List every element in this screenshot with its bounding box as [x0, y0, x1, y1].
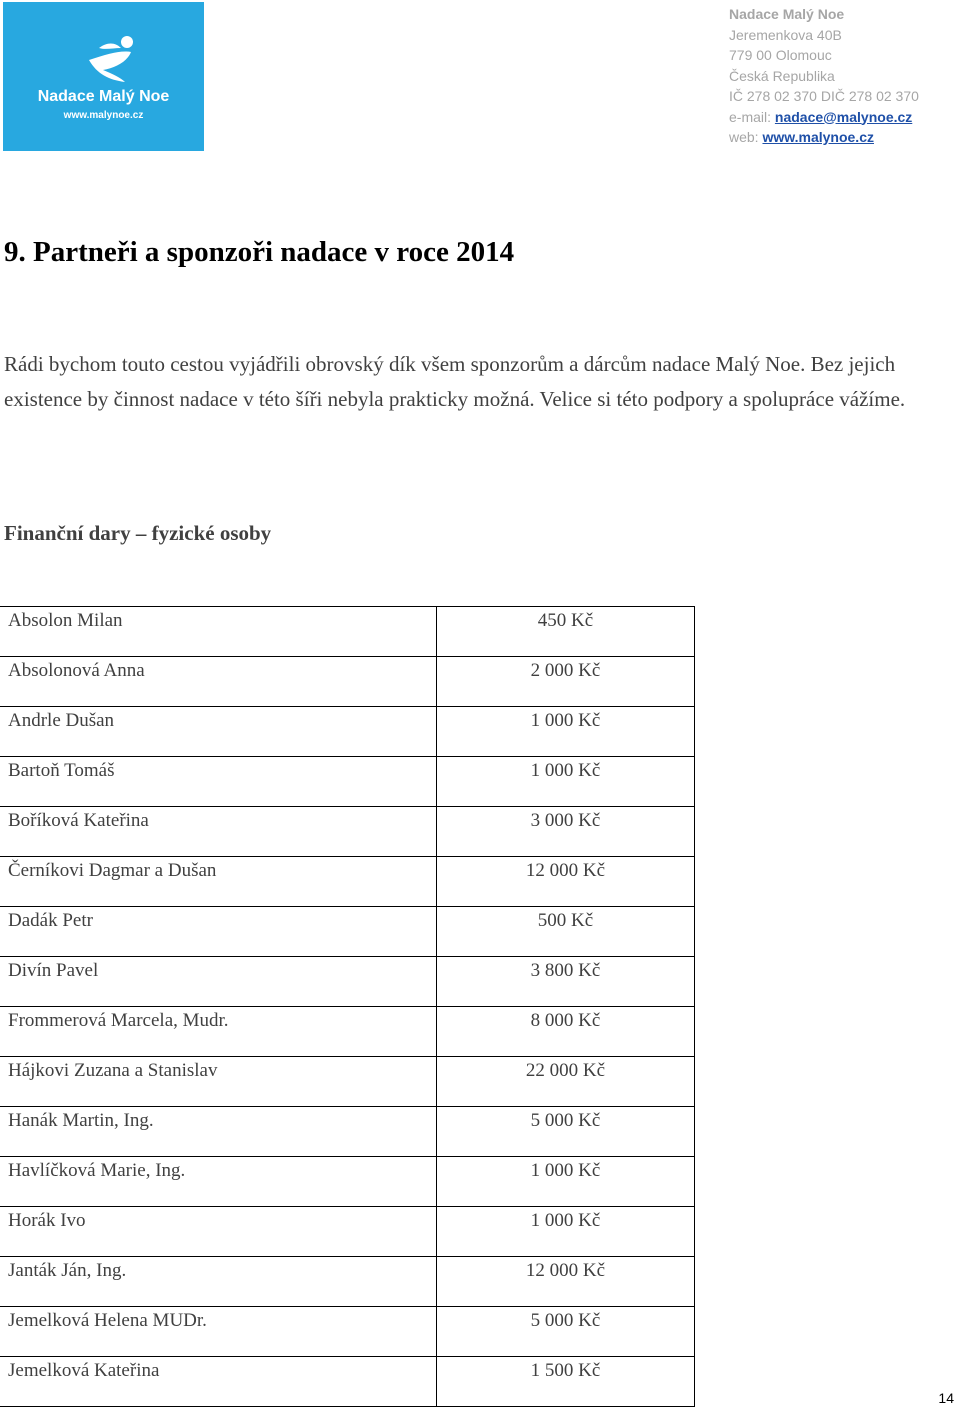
table-row [0, 807, 695, 857]
donor-amount: 5 000 Kč [437, 1107, 695, 1157]
page-number: 14 [938, 1390, 954, 1406]
foundation-logo [3, 2, 204, 151]
donor-amount: 1 500 Kč [437, 1357, 695, 1407]
donor-name: Boříková Kateřina [0, 807, 437, 857]
table-row [0, 1157, 695, 1207]
table-row [0, 1257, 695, 1307]
table-row [0, 707, 695, 757]
donor-amount: 450 Kč [437, 607, 695, 657]
table-row [0, 1307, 695, 1357]
donor-amount: 1 000 Kč [437, 707, 695, 757]
email-label: e-mail: [729, 108, 775, 125]
donor-name: Jemelková Helena MUDr. [0, 1307, 437, 1357]
contact-org: Nadace Malý Noe [729, 6, 845, 22]
table-row [0, 1057, 695, 1107]
contact-street: Jeremenkova 40B [729, 26, 842, 43]
logo-name: Nadace Malý Noe [37, 88, 170, 105]
stork-icon [3, 2, 204, 151]
logo-url: www.malynoe.cz [63, 110, 144, 121]
donor-name: Jemelková Kateřina [0, 1357, 437, 1407]
donor-amount: 3 000 Kč [437, 807, 695, 857]
donor-amount: 22 000 Kč [437, 1057, 695, 1107]
contact-block [729, 4, 919, 148]
page-heading: 9. Partneři a sponzoři nadace v roce 2014 [4, 236, 515, 268]
donor-amount: 500 Kč [437, 907, 695, 957]
donor-name: Divín Pavel [0, 957, 437, 1007]
contact-city: 779 00 Olomouc [729, 47, 832, 63]
donor-amount: 2 000 Kč [437, 657, 695, 707]
donor-amount: 3 800 Kč [437, 957, 695, 1007]
table-row [0, 1007, 695, 1057]
donor-amount: 12 000 Kč [437, 857, 695, 907]
donor-name: Horák Ivo [0, 1207, 437, 1257]
donor-name: Černíkovi Dagmar a Dušan [0, 857, 437, 907]
donor-name: Frommerová Marcela, Mudr. [0, 1007, 437, 1057]
donor-amount: 12 000 Kč [437, 1257, 695, 1307]
contact-web-line [729, 127, 919, 148]
table-row [0, 857, 695, 907]
donor-name: Bartoň Tomáš [0, 757, 437, 807]
donor-name: Absolon Milan [0, 607, 437, 657]
donor-amount: 8 000 Kč [437, 1007, 695, 1057]
donor-name: Dadák Petr [0, 907, 437, 957]
table-row [0, 1207, 695, 1257]
contact-country: Česká Republika [729, 67, 835, 84]
table-row [0, 907, 695, 957]
contact-ids: IČ 278 02 370 DIČ 278 02 370 [729, 88, 919, 104]
donor-name: Hájkovi Zuzana a Stanislav [0, 1057, 437, 1107]
contact-email-line [729, 107, 919, 128]
web-label: web: [729, 129, 763, 145]
table-row [0, 1357, 695, 1407]
section-heading: Finanční dary – fyzické osoby [4, 521, 272, 545]
table-row [0, 657, 695, 707]
donor-amount: 1 000 Kč [437, 1207, 695, 1257]
donor-name: Andrle Dušan [0, 707, 437, 757]
table-row [0, 1107, 695, 1157]
table-row [0, 757, 695, 807]
donor-amount: 5 000 Kč [437, 1307, 695, 1357]
donor-amount: 1 000 Kč [437, 757, 695, 807]
donor-name: Absolonová Anna [0, 657, 437, 707]
donor-amount: 1 000 Kč [437, 1157, 695, 1207]
donor-name: Janták Ján, Ing. [0, 1257, 437, 1307]
table-row [0, 957, 695, 1007]
donor-name: Havlíčková Marie, Ing. [0, 1157, 437, 1207]
table-row [0, 607, 695, 657]
donors-table [0, 606, 695, 1407]
intro-paragraph: Rádi bychom touto cestou vyjádřili obrovský dík všem sponzorům a dárcům nadace Malý Noe. Bez jejich existence by činnost nadace v této šíři nebyla prakticky možná. Velice si této podpory a spolupráce vážíme. [4, 352, 906, 411]
web-link[interactable]: www.malynoe.cz [762, 129, 874, 145]
email-link[interactable]: nadace@malynoe.cz [774, 108, 913, 125]
donor-name: Hanák Martin, Ing. [0, 1107, 437, 1157]
